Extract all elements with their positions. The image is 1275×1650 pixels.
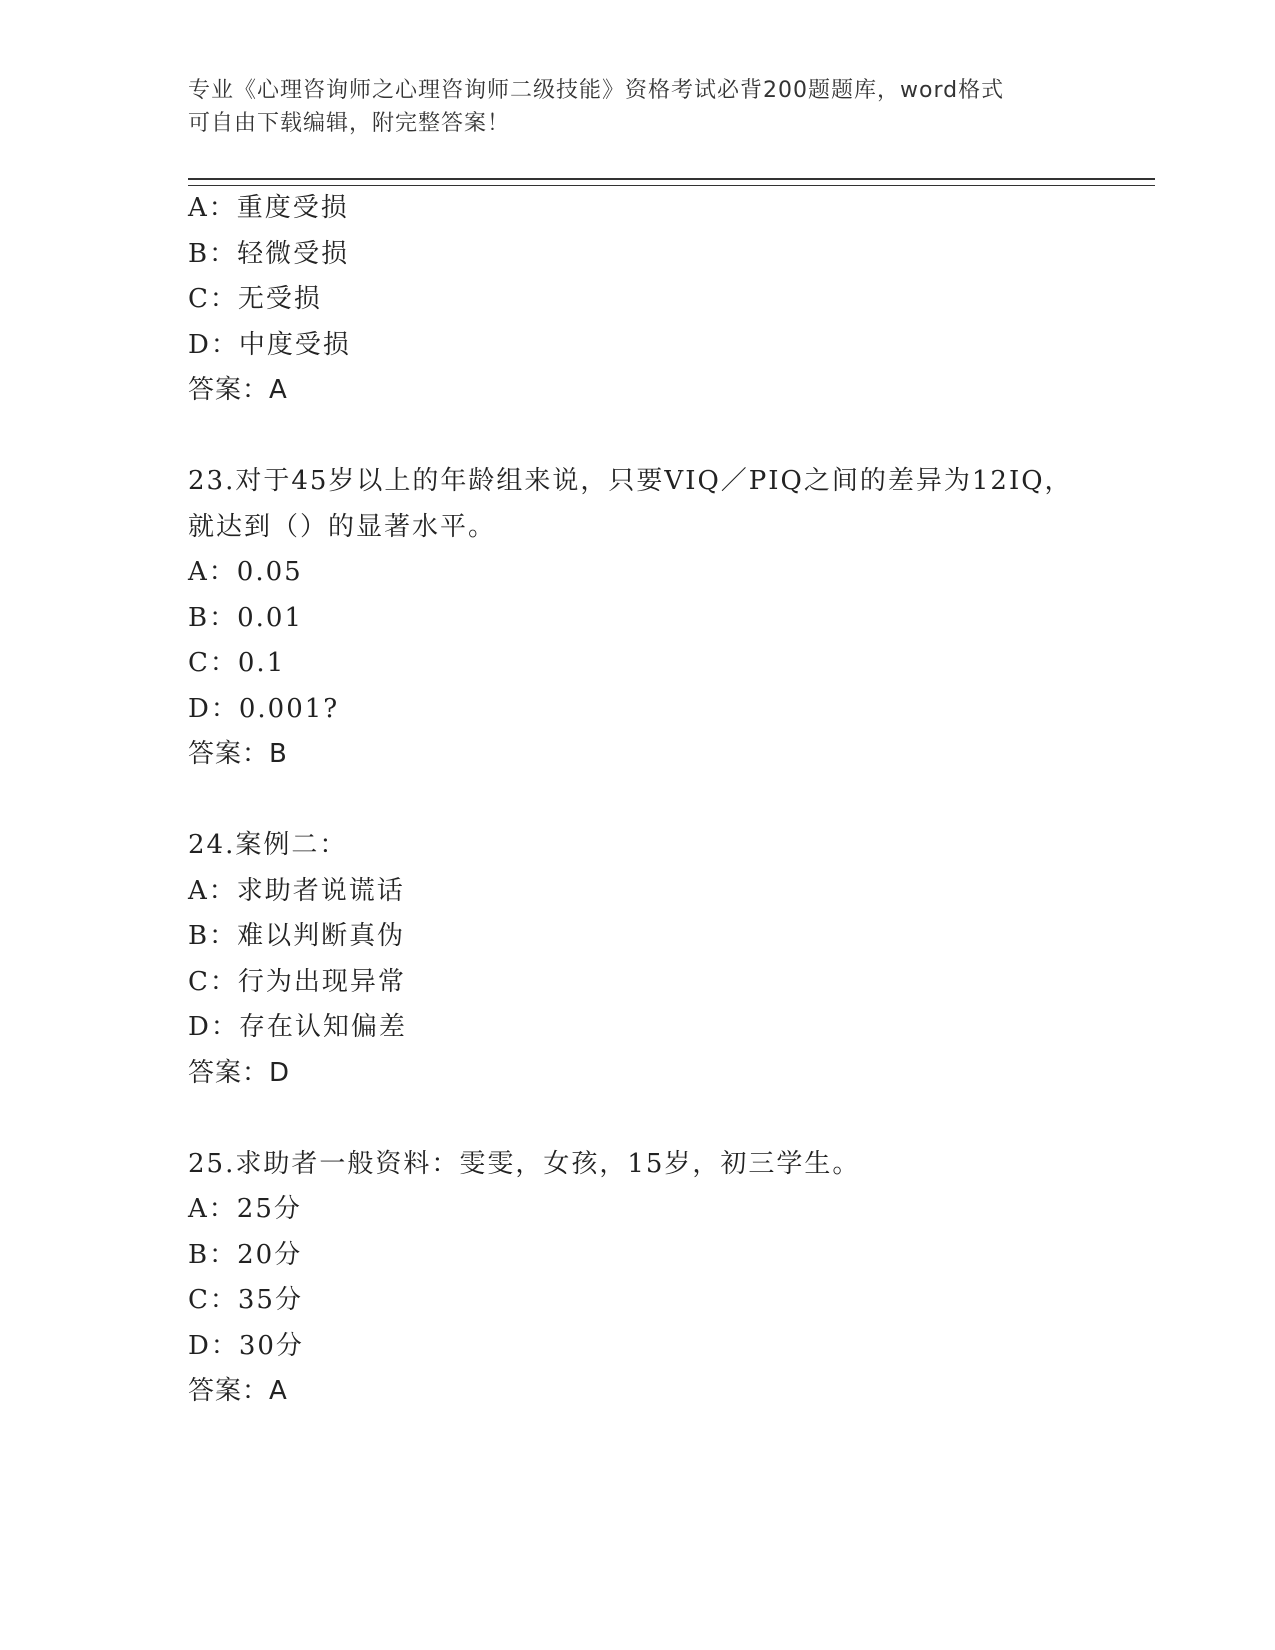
option-c: C：无受损 [188,284,322,314]
question-stem: 24.案例二： [188,830,348,860]
question-stem: 25.求助者一般资料：雯雯，女孩，15岁，初三学生。 [188,1148,861,1179]
option-a: A：重度受损 [188,193,349,223]
spacer [188,1096,1148,1142]
option-d: D：0.001? [188,693,340,724]
option-a: A：25分 [188,1194,302,1224]
option-b: B：20分 [188,1239,303,1270]
option-d: D：中度受损 [188,329,351,360]
page-header [188,74,1088,140]
option-a: A：0.05 [188,557,303,587]
option-d: D：30分 [188,1330,304,1361]
question-23 [188,459,1148,778]
option-b: B：0.01 [188,602,303,633]
answer: 答案：A [188,375,288,405]
option-b: B：轻微受损 [188,238,350,269]
answer: 答案：D [188,1057,291,1088]
question-24 [188,823,1148,1096]
question-25 [188,1142,1148,1415]
option-d: D：存在认知偏差 [188,1012,407,1042]
question-stem-line-1: 23.对于45岁以上的年龄组来说，只要VIQ／PIQ之间的差异为12IQ， [188,466,1073,496]
option-c: C：0.1 [188,648,286,678]
header-line-2: 可自由下载编辑，附完整答案！ [188,111,511,136]
question-stem-line-2: 就达到（）的显著水平。 [188,511,497,542]
option-a: A：求助者说谎话 [188,875,405,906]
option-c: C：35分 [188,1285,303,1315]
header-divider [188,178,1155,186]
question-list [188,186,1148,1415]
question-22-continuation [188,186,1148,414]
spacer [188,414,1148,460]
header-line-1: 专业《心理咨询师之心理咨询师二级技能》资格考试必背200题题库，word格式 [188,78,1005,103]
spacer [188,778,1148,824]
option-c: C：行为出现异常 [188,966,406,997]
option-b: B：难以判断真伪 [188,921,406,951]
answer: 答案：B [188,739,288,769]
answer: 答案：A [188,1376,288,1406]
